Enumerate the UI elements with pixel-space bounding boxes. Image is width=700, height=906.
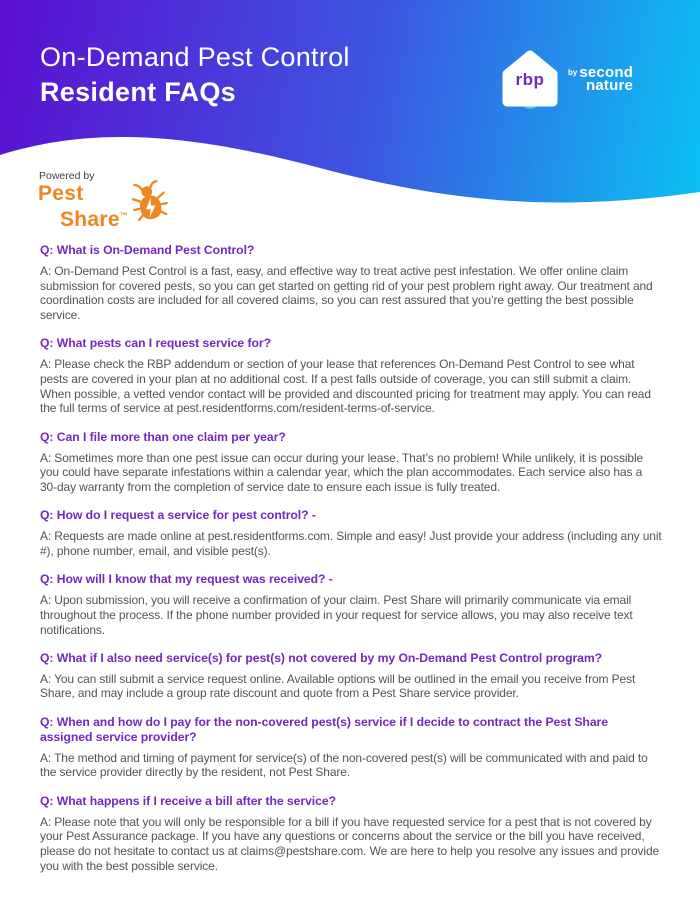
trademark-symbol: ™ — [119, 211, 129, 220]
faq-item — [40, 430, 662, 495]
faq-question: Q: What is On-Demand Pest Control? — [40, 243, 255, 257]
header-title-block — [40, 40, 350, 110]
second-nature-by-label: by — [568, 68, 578, 77]
faq-question: Q: What happens if I receive a bill after the service? — [40, 793, 336, 808]
faq-answer: A: You can still submit a service request online. Available options will be outlined in the email you receive from Pest Share, and may include a group rate discount and quote from a Pest Share service provider. — [40, 671, 636, 701]
faq-item — [40, 243, 662, 323]
faq-question: Q: How will I know that my request was received? - — [40, 572, 333, 587]
page-title: On-Demand Pest Control — [40, 42, 350, 72]
bug-icon — [132, 179, 168, 225]
faq-answer: A: Sometimes more than one pest issue can occur during your lease. That’s no problem! While unlikely, it is possible you could have separate infestations within a calendar year, which the plan accommodates. Each service also has a 30-day warranty from the completion of service date to ensure each issue is fully treated. — [40, 450, 644, 495]
second-nature-word-1: second — [579, 64, 634, 81]
faq-answer: A: The method and timing of payment for service(s) of the non-covered pest(s) will be communicated with and paid to the service provider directly by the resident, not Pest Share. — [40, 750, 648, 780]
faq-answer: A: Requests are made online at pest.residentforms.com. Simple and easy! Just provide your address (including any unit #), phone number, email, and visible pest(s). — [40, 529, 662, 558]
pestshare-word-pest: Pest — [38, 182, 84, 205]
faq-item — [40, 508, 662, 558]
second-nature-logo — [568, 66, 633, 92]
faq-item — [40, 794, 662, 874]
faq-question: Q: When and how do I pay for the non-covered pest(s) service if I decide to contract the Pest Share assigned service provider? — [40, 714, 608, 744]
faq-answer: A: On-Demand Pest Control is a fast, easy, and effective way to treat active pest infestation. We offer online claim submission for covered pests, so you can get started on getting rid of your pest problem right away. Our treatment and coordination costs are included for all covered claims, so you can rest assured that you’re getting the best possible service. — [40, 264, 653, 323]
pestshare-word-share: Share™ — [60, 208, 129, 231]
faq-question: Q: What pests can I request service for? — [40, 336, 271, 351]
faq-answer: A: Please note that you will only be responsible for a bill if you have requested service for a pest that is not covered by your Pest Assurance package. If you have any questions or concerns about the service or the bill you have received, please do not hesitate to contact us at claims@pestshare.com. We are here to help you resolve any issues and provide you with the best possible service. — [40, 814, 660, 873]
powered-by-label: Powered by — [39, 170, 95, 182]
pestshare-logo — [38, 170, 168, 231]
faq-question: Q: What if I also need service(s) for pest(s) not covered by my On-Demand Pest Control program? — [40, 650, 603, 665]
faq-item — [40, 715, 662, 780]
faq-answer: A: Upon submission, you will receive a confirmation of your claim. Pest Share will primarily communicate via email throughout the process. If the phone number provided in your request for service allows, you may also receive text notifications. — [40, 593, 633, 637]
faq-item — [40, 651, 662, 701]
faq-item — [40, 336, 662, 416]
faq-content — [40, 243, 662, 887]
rbp-logo-text: rbp — [515, 70, 545, 89]
faq-question: Q: How do I request a service for pest control? - — [40, 508, 316, 523]
faq-question: Q: Can I file more than one claim per year? — [40, 429, 286, 444]
page-subtitle: Resident FAQs — [40, 77, 236, 107]
faq-answer: A: Please check the RBP addendum or section of your lease that references On-Demand Pest Control to see what pests are covered in your plan at no additional cost. If a pest falls outside of coverage, you can still submit a claim. When possible, a vetted vendor contact will be provided and discounted pricing for treatment may apply. You can read the full terms of service at pest.residentforms.com/resident-terms-of-service. — [40, 357, 651, 416]
second-nature-word-2: nature — [586, 77, 634, 94]
header-banner — [0, 0, 700, 240]
rbp-logo — [497, 46, 563, 112]
faq-item — [40, 572, 662, 637]
